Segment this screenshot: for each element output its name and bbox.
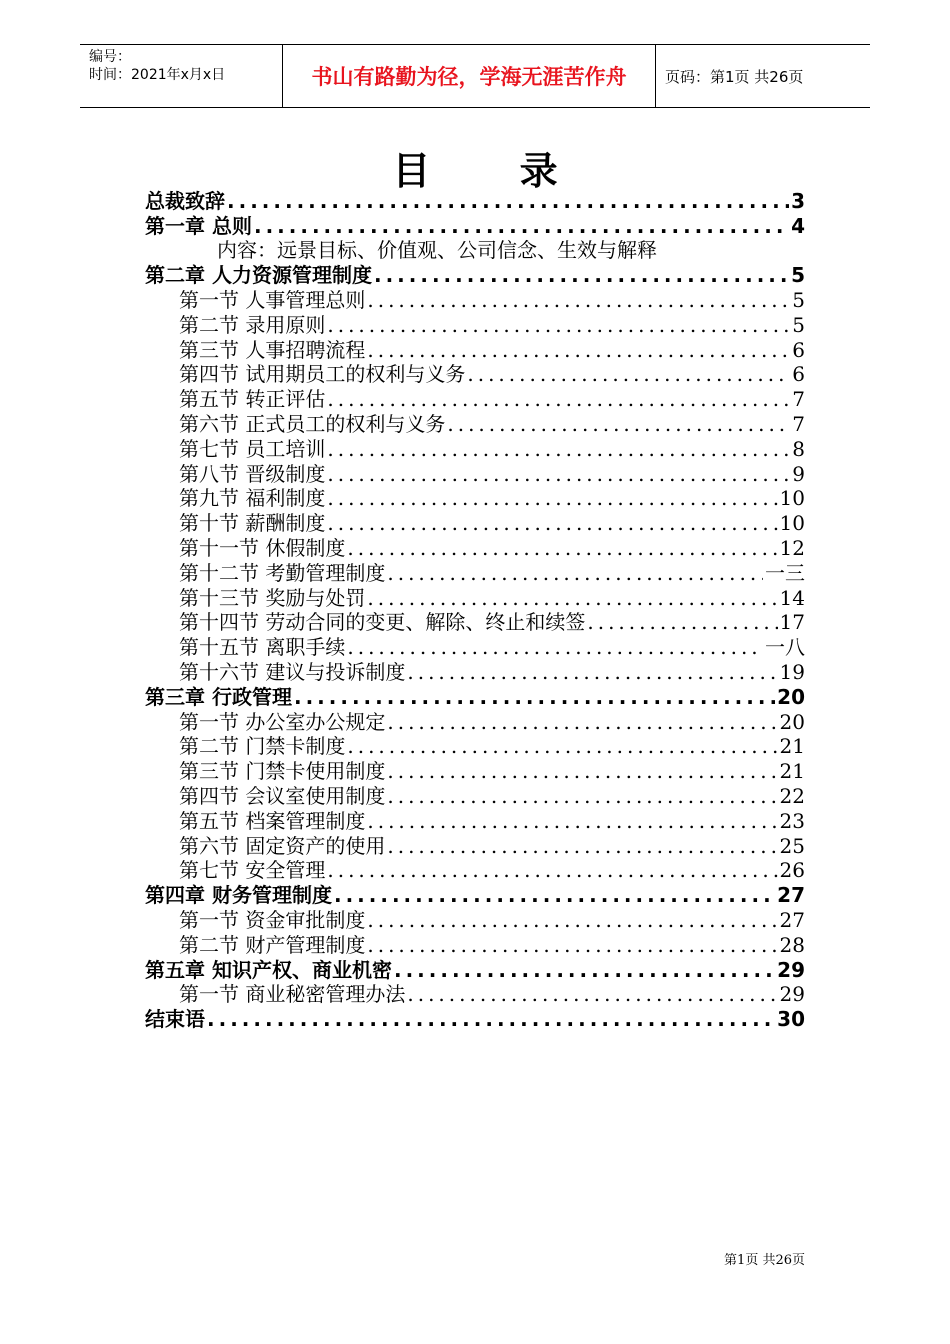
- toc-entry-page: 一三: [765, 560, 805, 585]
- toc-entry[interactable]: [145, 982, 805, 1007]
- toc-entry-label: 第九节 福利制度: [179, 486, 326, 511]
- toc-leader-dots: [327, 313, 790, 337]
- number-label: 编号：: [89, 49, 131, 65]
- toc-entry-page: 5: [791, 263, 805, 288]
- toc-entry-label: 第四章 财务管理制度: [145, 883, 332, 908]
- toc-entry-label: 第一节 资金审批制度: [179, 907, 366, 932]
- page-header: [80, 44, 870, 108]
- toc-entry[interactable]: [145, 510, 805, 535]
- toc-leader-dots: [367, 933, 777, 957]
- toc-entry-page: 5: [792, 312, 805, 337]
- toc-entry[interactable]: [145, 709, 805, 734]
- toc-entry-label: 第十三节 奖励与处罚: [179, 585, 366, 610]
- toc-leader-dots: [327, 858, 777, 882]
- toc-leader-dots: [347, 635, 763, 659]
- toc-entry-label: 内容：远景目标、价值观、公司信念、生效与解释: [217, 238, 657, 263]
- header-meta: [80, 45, 283, 107]
- toc-leader-dots: [387, 561, 763, 585]
- toc-entry[interactable]: [145, 858, 805, 883]
- toc-leader-dots: [294, 685, 775, 709]
- toc-entry-label: 第十四节 劳动合同的变更、解除、终止和续签: [179, 610, 586, 635]
- toc-entry-label: 总裁致辞: [145, 188, 225, 213]
- toc-entry-label: 第七节 安全管理: [179, 858, 326, 883]
- toc-entry-label: 第七节 员工培训: [179, 436, 326, 461]
- header-page-info: 页码：第1页 共26页: [665, 67, 804, 86]
- toc-entry[interactable]: [145, 287, 805, 312]
- toc-entry-page: 14: [779, 585, 805, 610]
- toc-entry-page: 21: [779, 759, 805, 784]
- toc-entry-label: 第十一节 休假制度: [179, 535, 346, 560]
- toc-leader-dots: [327, 486, 777, 510]
- toc-entry-page: 20: [777, 684, 805, 709]
- toc-entry-label: 第一节 人事管理总则: [179, 287, 366, 312]
- toc-entry[interactable]: [145, 461, 805, 486]
- toc-entry[interactable]: [145, 734, 805, 759]
- toc-entry-page: 7: [792, 411, 805, 436]
- toc-leader-dots: [387, 759, 777, 783]
- toc-entry[interactable]: [145, 560, 805, 585]
- toc-entry-page: 10: [779, 486, 805, 511]
- toc-entry-label: 第八节 晋级制度: [179, 461, 326, 486]
- toc-entry-label: 第五节 转正评估: [179, 387, 326, 412]
- toc-leader-dots: [327, 462, 790, 486]
- toc-leader-dots: [254, 214, 789, 238]
- toc-leader-dots: [387, 710, 777, 734]
- toc-entry[interactable]: [145, 362, 805, 387]
- toc-entry[interactable]: [145, 957, 805, 982]
- toc-entry-page: 6: [792, 337, 805, 362]
- toc-entry[interactable]: [145, 486, 805, 511]
- toc-entry-label: 第五章 知识产权、商业机密: [145, 957, 392, 982]
- page-footer: 第1页 共26页: [724, 1253, 805, 1268]
- toc-leader-dots: [207, 1007, 775, 1031]
- toc-leader-dots: [394, 958, 775, 982]
- toc-entry-label: 第三节 门禁卡使用制度: [179, 759, 386, 784]
- toc-entry-page: 19: [779, 659, 805, 684]
- toc-entry-label: 第六节 正式员工的权利与义务: [179, 411, 446, 436]
- toc-entry-page: 30: [777, 1007, 805, 1032]
- toc-entry[interactable]: [145, 1006, 805, 1031]
- toc-leader-dots: [407, 660, 777, 684]
- toc-entry[interactable]: [145, 436, 805, 461]
- toc-entry[interactable]: [145, 213, 805, 238]
- toc-entry-label: 第十五节 离职手续: [179, 635, 346, 660]
- toc-leader-dots: [227, 189, 789, 213]
- toc-entry-label: 第六节 固定资产的使用: [179, 833, 386, 858]
- time-label: 时间：2021年x月x日: [89, 67, 226, 83]
- toc-entry[interactable]: [145, 758, 805, 783]
- toc-entry-label: 第二节 录用原则: [179, 312, 326, 337]
- toc-entry[interactable]: [145, 783, 805, 808]
- toc-entry[interactable]: [145, 312, 805, 337]
- toc-leader-dots: [587, 610, 777, 634]
- toc-entry[interactable]: [145, 535, 805, 560]
- toc-entry[interactable]: [145, 585, 805, 610]
- toc-entry-page: 23: [779, 808, 805, 833]
- toc-entry[interactable]: [145, 337, 805, 362]
- toc-entry-page: 10: [779, 511, 805, 536]
- toc-entry-label: 第四节 会议室使用制度: [179, 783, 386, 808]
- toc-entry[interactable]: [145, 262, 805, 287]
- toc-entry-page: 21: [779, 734, 805, 759]
- toc-leader-dots: [327, 437, 790, 461]
- toc-entry[interactable]: [145, 684, 805, 709]
- toc-entry-label: 第十节 薪酬制度: [179, 511, 326, 536]
- toc-entry-page: 3: [791, 188, 805, 213]
- toc-leader-dots: [387, 834, 777, 858]
- toc-leader-dots: [367, 288, 790, 312]
- toc-entry-label: 第一节 商业秘密管理办法: [179, 982, 406, 1007]
- toc-entry-page: 17: [779, 610, 805, 635]
- toc-entry-page: 4: [791, 213, 805, 238]
- toc-entry[interactable]: [145, 411, 805, 436]
- toc-entry-label: 第十六节 建议与投诉制度: [179, 659, 406, 684]
- header-motto: 书山有路勤为径，学海无涯苦作舟: [283, 45, 656, 107]
- toc-entry[interactable]: [145, 659, 805, 684]
- toc-entry-label: 第五节 档案管理制度: [179, 808, 366, 833]
- toc-leader-dots: [387, 784, 777, 808]
- toc-entry-label: 结束语: [145, 1007, 205, 1032]
- toc-entry-page: 29: [777, 957, 805, 982]
- toc-entry-page: 25: [779, 833, 805, 858]
- toc-entry-page: 29: [779, 982, 805, 1007]
- toc-entry-label: 第四节 试用期员工的权利与义务: [179, 362, 466, 387]
- toc-leader-dots: [367, 338, 790, 362]
- toc-leader-dots: [327, 511, 777, 535]
- toc-leader-dots: [347, 536, 777, 560]
- toc-leader-dots: [374, 263, 789, 287]
- toc-entry-label: 第二章 人力资源管理制度: [145, 263, 372, 288]
- toc-entry[interactable]: [145, 634, 805, 659]
- toc-entry-label: 第三节 人事招聘流程: [179, 337, 366, 362]
- toc-entry[interactable]: [145, 882, 805, 907]
- toc-leader-dots: [334, 883, 775, 907]
- toc-leader-dots: [367, 809, 777, 833]
- toc-leader-dots: [367, 908, 777, 932]
- toc-entry-label: 第一节 办公室办公规定: [179, 709, 386, 734]
- toc-entry-page: 一八: [765, 635, 805, 660]
- toc-entry-page: 9: [792, 461, 805, 486]
- toc-entry-label: 第二节 财产管理制度: [179, 932, 366, 957]
- toc-leader-dots: [467, 362, 790, 386]
- toc-entry-page: 27: [779, 907, 805, 932]
- toc-entry-page: 5: [792, 287, 805, 312]
- toc-entry-page: 12: [779, 535, 805, 560]
- toc-entry[interactable]: [145, 238, 805, 263]
- toc-entry-page: 26: [779, 858, 805, 883]
- toc-entry[interactable]: [145, 932, 805, 957]
- toc-entry-page: 20: [779, 709, 805, 734]
- page-title: 目 录: [392, 149, 596, 193]
- toc-entry[interactable]: [145, 386, 805, 411]
- toc-entry-page: 8: [792, 436, 805, 461]
- toc-entry[interactable]: [145, 808, 805, 833]
- toc-entry-page: 27: [777, 883, 805, 908]
- toc-leader-dots: [447, 412, 790, 436]
- toc-entry[interactable]: [145, 833, 805, 858]
- toc-leader-dots: [367, 586, 777, 610]
- toc-entry-page: 28: [779, 932, 805, 957]
- toc-entry-page: 6: [792, 362, 805, 387]
- toc-leader-dots: [347, 734, 777, 758]
- toc-leader-dots: [407, 982, 777, 1006]
- toc-entry-label: 第三章 行政管理: [145, 684, 292, 709]
- table-of-contents: [145, 188, 805, 1031]
- toc-entry-label: 第二节 门禁卡制度: [179, 734, 346, 759]
- toc-entry-label: 第十二节 考勤管理制度: [179, 560, 386, 585]
- toc-entry[interactable]: [145, 610, 805, 635]
- toc-entry-page: 22: [779, 783, 805, 808]
- toc-entry-label: 第一章 总则: [145, 213, 252, 238]
- toc-entry-page: 7: [792, 387, 805, 412]
- toc-entry[interactable]: [145, 188, 805, 213]
- toc-entry[interactable]: [145, 907, 805, 932]
- toc-leader-dots: [327, 387, 790, 411]
